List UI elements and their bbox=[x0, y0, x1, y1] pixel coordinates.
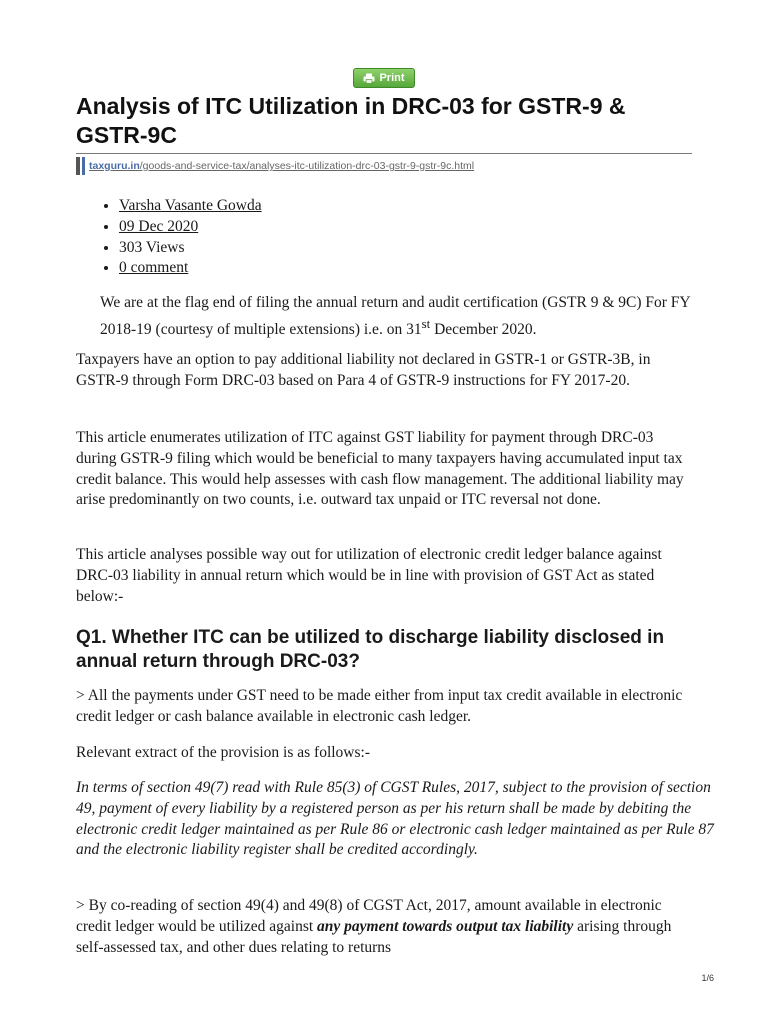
paragraph-analyses: This article analyses possible way out for utilization of electronic credit ledger balance against DRC-03 liability in annual return which would be in line with provision of GST Act as stated below:- bbox=[76, 546, 662, 605]
paragraph-option: Taxpayers have an option to pay additional liability not declared in GSTR-1 or GSTR-3B, in GSTR-9 through Form DRC-03 based on Para 4 of GSTR-9 instructions for FY 2017-20. bbox=[76, 351, 651, 389]
date-link[interactable]: 09 Dec 2020 bbox=[119, 217, 199, 235]
author-link[interactable]: Varsha Vasante Gowda bbox=[119, 197, 262, 214]
paragraph-relevant-extract: Relevant extract of the provision is as follows:- bbox=[76, 744, 371, 761]
ordinal-suffix: st bbox=[421, 315, 431, 331]
coreading-emphasis: any payment towards output tax liability bbox=[317, 917, 574, 935]
intro-text-end: December 2020. bbox=[430, 320, 537, 338]
meta-author-item bbox=[119, 196, 262, 217]
article-meta bbox=[76, 196, 262, 279]
page-title: Analysis of ITC Utilization in DRC-03 for GSTR-9 & GSTR-9C bbox=[76, 93, 626, 148]
print-label: Print bbox=[379, 72, 405, 84]
views-count: 303 Views bbox=[119, 238, 185, 256]
source-path: /goods-and-service-tax/analyses-itc-utilization-drc-03-gstr-9-gstr-9c.html bbox=[139, 160, 475, 172]
title-divider bbox=[76, 153, 692, 154]
print-button[interactable] bbox=[353, 68, 415, 88]
question-heading: Q1. Whether ITC can be utilized to discharge liability disclosed in annual return through DRC-03? bbox=[76, 627, 665, 672]
intro-text: We are at the flag end of filing the annual return and audit certification (GSTR 9 & 9C) For FY 2018-19 (courtesy of multiple extensions) i.e. on 31 bbox=[100, 294, 691, 338]
printer-icon bbox=[363, 73, 375, 84]
source-marker bbox=[76, 157, 80, 175]
intro-paragraph bbox=[100, 293, 700, 341]
paragraph-payments: > All the payments under GST need to be made either from input tax credit available in electronic credit ledger or cash balance available in electronic cash ledger. bbox=[76, 687, 683, 725]
meta-comments-item bbox=[119, 258, 262, 279]
paragraph-enumerates: This article enumerates utilization of ITC against GST liability for payment through DRC-03 during GSTR-9 filing which would be beneficial to many taxpayers having accumulated input tax credit balance. This would help assesses with cash flow management. The additional liability may arise predominantly on two counts, i.e. outward tax unpaid or ITC reversal not done. bbox=[76, 429, 684, 509]
source-link[interactable] bbox=[89, 160, 474, 172]
meta-date-item bbox=[119, 217, 262, 238]
coreading-text-end: arising through self-assessed tax, and other dues relating to returns bbox=[76, 917, 672, 956]
source-domain: taxguru.in bbox=[89, 160, 140, 172]
source-marker-accent bbox=[82, 157, 85, 175]
source-bar bbox=[76, 157, 474, 175]
meta-views-item bbox=[119, 238, 262, 259]
page-number: 1/6 bbox=[701, 973, 714, 983]
provision-extract: In terms of section 49(7) read with Rule 85(3) of CGST Rules, 2017, subject to the provision of section 49, payment of every liability by a registered person as per his return shall be made by debiting the electronic credit ledger maintained as per Rule 86 or electronic cash ledger maintained as per Rule 87 and the electronic liability register shall be credited accordingly. bbox=[76, 779, 714, 859]
comments-link[interactable]: 0 comment bbox=[119, 259, 189, 277]
paragraph-coreading bbox=[76, 896, 696, 958]
coreading-text: > By co-reading of section 49(4) and 49(8) of CGST Act, 2017, amount available in electronic credit ledger would be utilized against bbox=[76, 897, 662, 935]
